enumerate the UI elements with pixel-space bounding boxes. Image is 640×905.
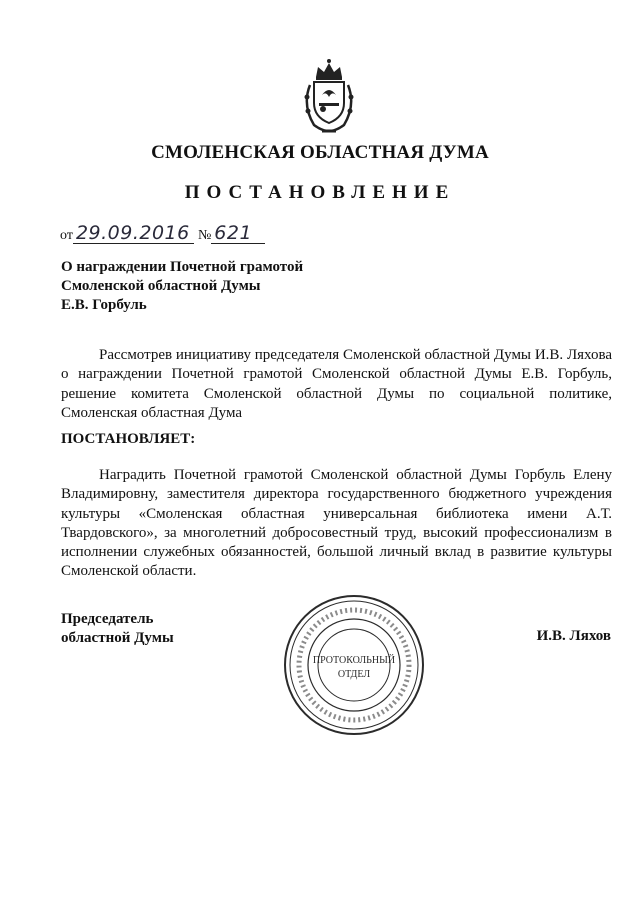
handwritten-number: 621 <box>211 223 265 244</box>
subject-line: Смоленской областной Думы <box>61 278 261 294</box>
document-type-heading: ПОСТАНОВЛЕНИЕ <box>184 182 456 203</box>
date-from-label: от <box>60 228 73 243</box>
signatory-role-line: областной Думы <box>61 630 174 646</box>
signatory-name: И.В. Ляхов <box>536 628 611 644</box>
subject-line: О награждении Почетной грамотой <box>61 259 304 275</box>
coat-of-arms-icon <box>298 55 360 135</box>
signatory-role <box>61 610 174 648</box>
decree-heading: ПОСТАНОВЛЯЕТ: <box>61 431 196 447</box>
number-label: № <box>197 228 212 243</box>
seal-inner-text-line: ПРОТОКОЛЬНЫЙ <box>312 655 396 666</box>
organization-title: СМОЛЕНСКАЯ ОБЛАСТНАЯ ДУМА <box>151 142 489 163</box>
resolution-paragraph: Наградить Почетной грамотой Смоленской областной Думы Горбуль Елену Владимировну, заместителя директора государственного бюджетного учреждения культуры «Смоленская областная универсальная библиотека имени А.Т. Твардовского», за многолетний добросовестный труд, высокий профессионализм в исполнении служебных обязанностей, большой личный вклад в развитие культуры Смоленской области. <box>61 467 612 580</box>
seal-inner-text-line: ОТДЕЛ <box>337 669 371 680</box>
handwritten-date: 29.09.2016 <box>73 223 194 244</box>
official-seal-icon <box>282 593 426 737</box>
date-number-line <box>60 218 265 244</box>
preamble-paragraph: Рассмотрев инициативу председателя Смоленской областной Думы И.В. Ляхова о награждении Почетной грамотой Смоленской областной Думы Е.В. Горбуль, решение комитета Смоленской областной Думы по социальной политике, Смоленская областная Дума <box>61 347 612 421</box>
subject-line: Е.В. Горбуль <box>61 297 147 313</box>
signatory-role-line: Председатель <box>61 611 154 627</box>
subject-block <box>61 258 303 315</box>
